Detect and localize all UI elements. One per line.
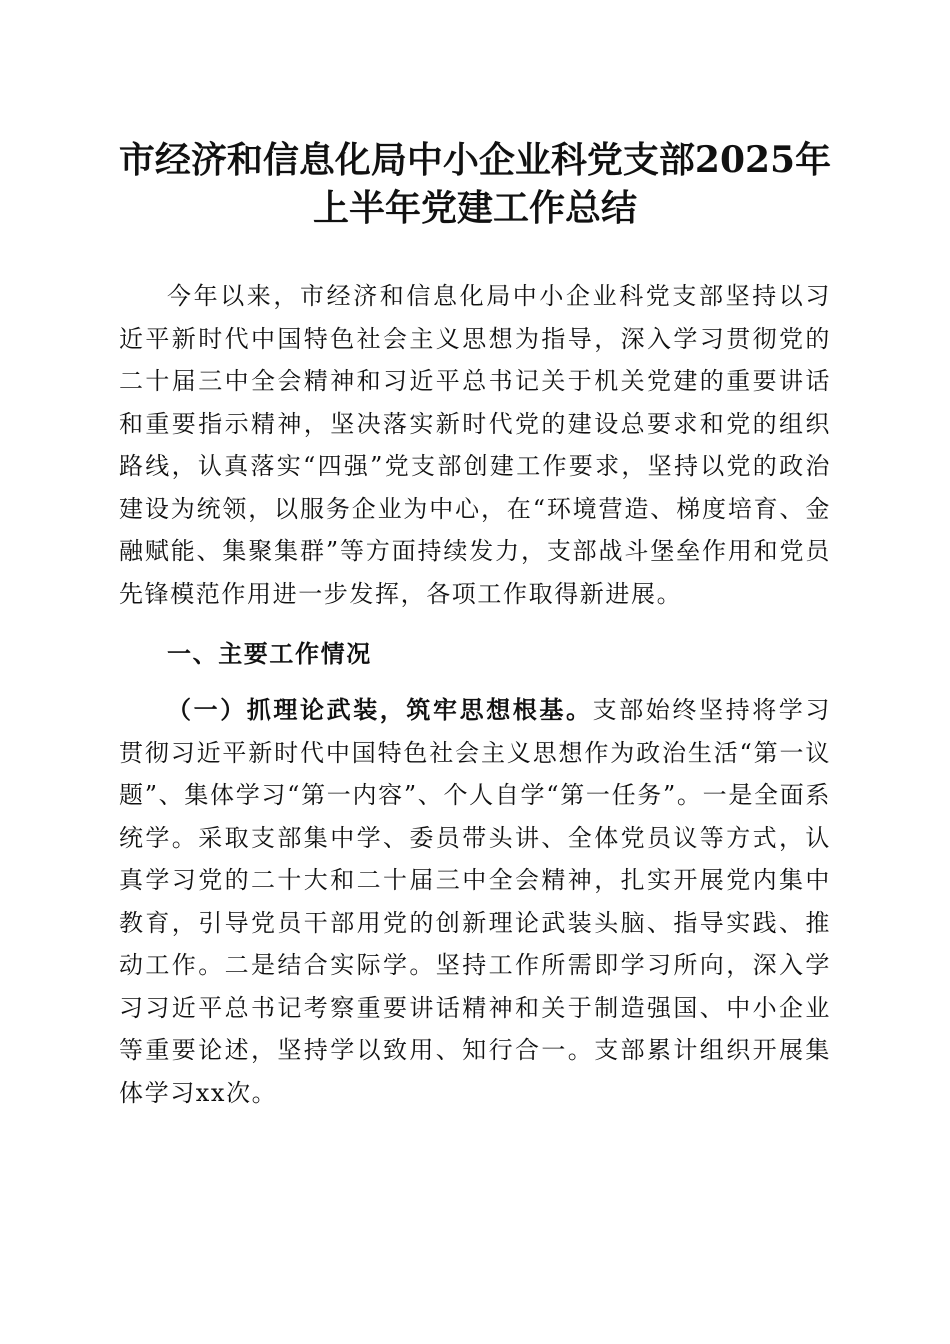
subsection-lead: （一）抓理论武装，筑牢思想根基。 — [167, 695, 593, 724]
subsection-theory-paragraph — [119, 689, 831, 1114]
section-heading-main-work: 一、主要工作情况 — [167, 640, 372, 668]
intro-paragraph: 今年以来，市经济和信息化局中小企业科党支部坚持以习近平新时代中国特色社会主义思想为指导，深入学习贯彻党的二十届三中全会精神和习近平总书记关于机关党建的重要讲话和重要指示精神，坚决落实新时代党的建设总要求和党的组织路线，认真落实“四强”党支部创建工作要求，坚持以党的政治建设为统领，以服务企业为中心，在“环境营造、梯度培育、金融赋能、集聚集群”等方面持续发力，支部战斗堡垒作用和党员先锋模范作用进一步发挥，各项工作取得新进展。 — [119, 282, 831, 608]
document-title-line-2: 上半年党建工作总结 — [312, 187, 637, 229]
subsection-body: 支部始终坚持将学习贯彻习近平新时代中国特色社会主义思想作为政治生活“第一议题”、集体学习“第一内容”、个人自学“第一任务”。一是全面系统学。采取支部集中学、委员带头讲、全体党员议等方式，认真学习党的二十大和二十届三中全会精神，扎实开展党内集中教育，引导党员干部用党的创新理论武装头脑、指导实践、推动工作。二是结合实际学。坚持工作所需即学习所向，深入学习习近平总书记考察重要讲话精神和关于制造强国、中小企业等重要论述，坚持学以致用、知行合一。支部累计组织开展集体学习xx次。 — [119, 696, 831, 1107]
document-title-line-1: 市经济和信息化局中小企业科党支部2025年 — [118, 139, 832, 181]
